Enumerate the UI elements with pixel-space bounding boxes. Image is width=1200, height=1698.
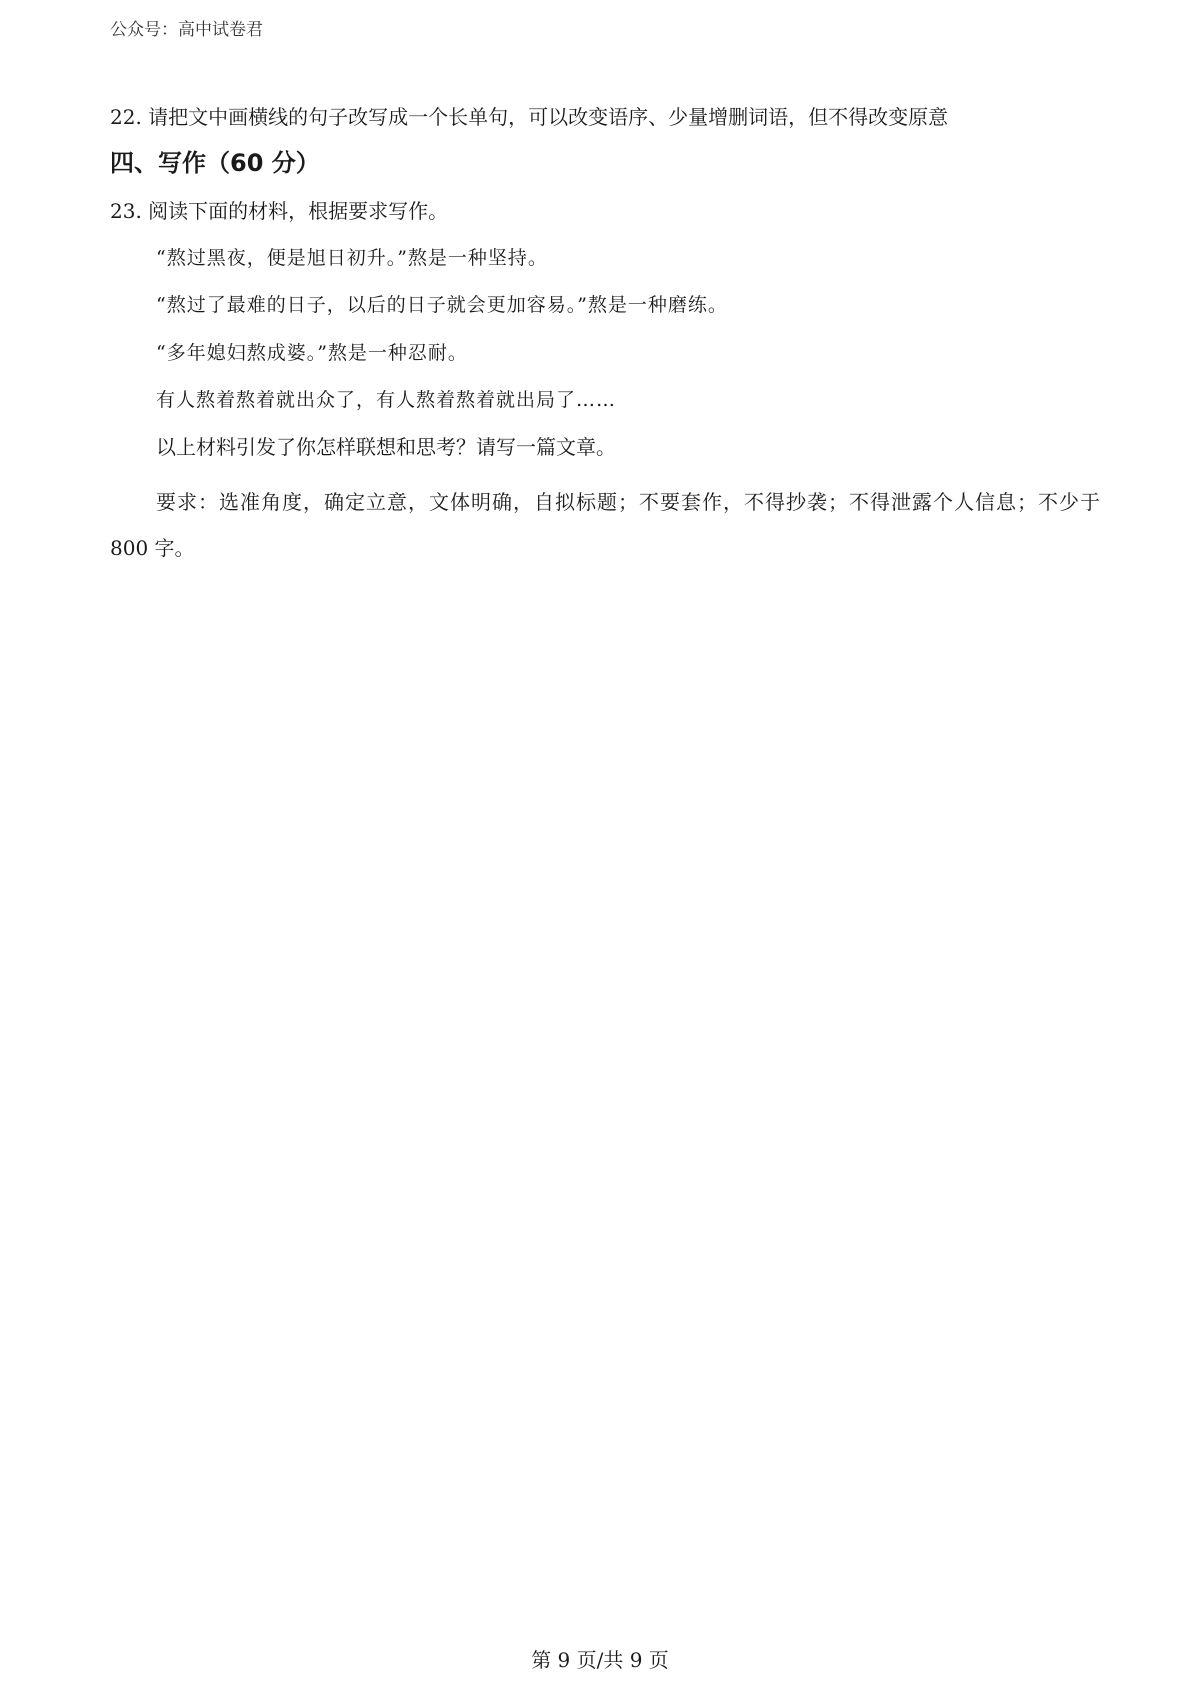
material-quote-3: “多年媳妇熬成婆。”熬是一种忍耐。 (156, 342, 468, 364)
header-note: 公众号：高中试卷君 (110, 20, 263, 40)
page-number: 第 9 页/共 9 页 (531, 1648, 669, 1672)
writing-requirement: 要求：选准角度，确定立意，文体明确，自拟标题；不要套作，不得抄袭；不得泄露个人信息；不少于 800 字。 (110, 490, 1100, 560)
writing-prompt: 以上材料引发了你怎样联想和思考？请写一篇文章。 (156, 435, 616, 459)
section-title-writing: 四、写作（60 分） (110, 149, 320, 177)
question-23-stem: 23. 阅读下面的材料，根据要求写作。 (110, 199, 449, 223)
material-quote-2: “熬过了最难的日子，以后的日子就会更加容易。”熬是一种磨练。 (156, 294, 728, 316)
material-quote-4: 有人熬着熬着就出众了，有人熬着熬着就出局了…… (156, 389, 617, 411)
question-22-text: 22. 请把文中画横线的句子改写成一个长单句，可以改变语序、少量增删词语，但不得改变原意 (110, 105, 949, 129)
material-quote-1: “熬过黑夜，便是旭日初升。”熬是一种坚持。 (156, 247, 548, 269)
